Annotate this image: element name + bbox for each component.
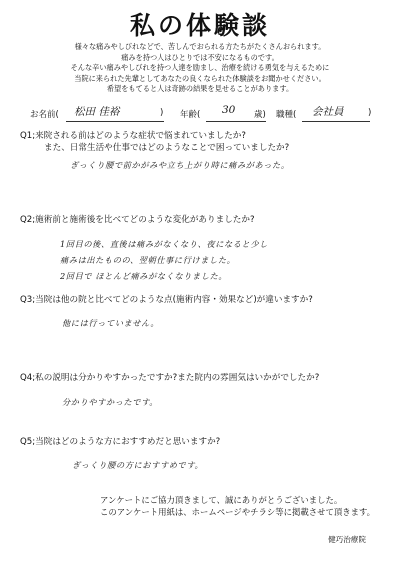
- answer-2: [60, 236, 268, 284]
- profile-row: [30, 104, 375, 124]
- intro-line: そんな辛い痛みやしびれを持つ人達を励まし、治療を続ける勇気を与えるために: [70, 63, 330, 73]
- answer-4: [62, 397, 158, 408]
- question-text: Q2;施術前と施術後を比べてどのような変化がありましたか?: [20, 215, 255, 225]
- intro-text: [0, 42, 400, 95]
- answer-1: [70, 160, 290, 171]
- age-unit: 歳): [254, 110, 266, 120]
- name-label: お名前(: [30, 110, 59, 120]
- age-underline: [206, 121, 266, 122]
- intro-line: 希望をもてると人は奇跡の結果を見せることがあります。: [106, 84, 294, 94]
- question-1: [20, 130, 289, 154]
- answer-3: [62, 318, 159, 329]
- answer-5: [72, 460, 203, 471]
- name-underline: [66, 121, 164, 122]
- clinic-name: 健巧治療院: [328, 535, 366, 544]
- age-label: 年齢(: [180, 110, 201, 120]
- question-2: [20, 214, 255, 226]
- answer-line: 分かりやすかったです。: [62, 397, 159, 407]
- page-title: 私の体験談: [129, 11, 270, 40]
- job-close: ): [368, 108, 372, 118]
- question-text: Q4;私の説明は分かりやすかったですか?また院内の雰囲気はいかがでしたか?: [20, 373, 320, 383]
- answer-line: 2回目で ほとんど痛みがなくなりました。: [60, 271, 228, 281]
- name-close: ): [160, 108, 164, 118]
- intro-line: 様々な痛みやしびれなどで、苦しんでおられる方たちがたくさんおられます。: [74, 42, 326, 51]
- closing-line: アンケートにご協力頂きまして、誠にありがとうございました。: [100, 495, 343, 505]
- job-value: 会社員: [312, 106, 344, 118]
- closing-message: [100, 494, 375, 518]
- question-text: Q5;当院はどのような方におすすめだと思いますか?: [20, 437, 221, 447]
- job-underline: [302, 121, 370, 122]
- name-value: 松田 佳裕: [74, 106, 120, 118]
- question-text: Q1;来院される前はどのような症状で悩まれていましたか?: [20, 131, 246, 141]
- answer-line: 他には行っていません。: [62, 318, 160, 328]
- answer-line: 1回目の後、直後は痛みがなくなり、夜になると少し: [60, 239, 268, 249]
- question-4: [20, 372, 319, 384]
- intro-line: 痛みを持つ人はひとりでは不安になるものです。: [121, 52, 279, 62]
- question-text: Q3;当院は他の院と比べてどのような点(施術内容・効果など)が違いますか?: [20, 295, 313, 305]
- closing-line: このアンケート用紙は、ホームページやチラシ等に掲載させて頂きます。: [100, 507, 376, 517]
- question-text: また、日常生活や仕事ではどのようなことで困っていましたか?: [44, 143, 290, 153]
- answer-line: ぎっくり腰の方におすすめです。: [72, 460, 204, 470]
- age-value: 30: [222, 104, 236, 116]
- question-5: [20, 436, 220, 448]
- question-3: [20, 294, 313, 306]
- answer-line: ぎっくり腰で前かがみや立ち上がり時に痛みがあった。: [70, 160, 290, 170]
- intro-line: 当院に来られた先輩としてあなたの良くなられた体験談をお聞かせください。: [74, 73, 326, 83]
- answer-line: 痛みは出たものの、翌朝仕事に行けました。: [60, 255, 236, 265]
- job-label: 職種(: [276, 110, 297, 120]
